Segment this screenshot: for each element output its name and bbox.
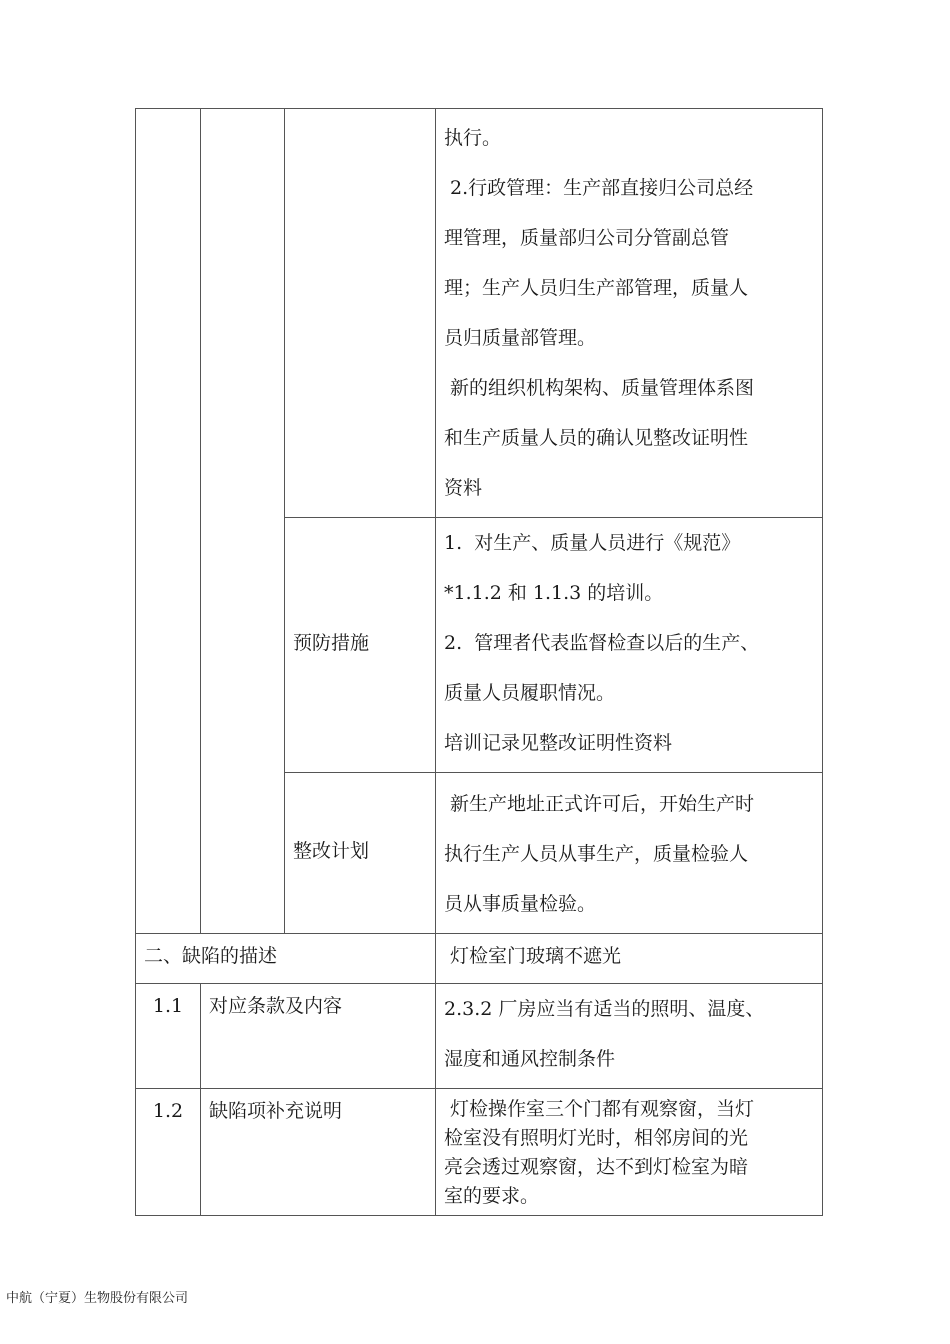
defect-value-cell	[436, 934, 823, 984]
prevention-label-cell	[285, 518, 436, 773]
empty-cell-col1	[136, 109, 201, 934]
plan-text: 新生产地址正式许可后，开始生产时 执行生产人员从事生产，质量检验人 员从事质量检验。	[444, 793, 755, 915]
item-1-2-num: 1.2	[152, 1100, 184, 1122]
defect-label-cell	[136, 934, 436, 984]
table-row	[136, 109, 823, 518]
item-1-1-text: 2.3.2 厂房应当有适当的照明、温度、 湿度和通风控制条件	[444, 998, 765, 1070]
prevention-label: 预防措施	[293, 631, 370, 654]
continued-measures-text: 执行。 2.行政管理：生产部直接归公司总经 理管理，质量部归公司分管副总管 理；生产人员归生产部管理，质量人 员归质量部管理。 新的组织机构架构、质量管理体系图 和生产质量人员的确认见整改证明性 资料	[444, 127, 755, 499]
item-1-2-text: 灯检操作室三个门都有观察窗，当灯 检室没有照明灯光时，相邻房间的光 亮会透过观察窗，达不到灯检室为暗 室的要求。	[444, 1098, 755, 1207]
item-1-2-num-cell	[136, 1089, 201, 1216]
item-1-1-label-cell	[201, 984, 436, 1089]
empty-cell-col3	[285, 109, 436, 518]
item-1-1-num: 1.1	[152, 995, 184, 1017]
item-1-2-content-cell	[436, 1089, 823, 1216]
item-1-1-label: 对应条款及内容	[209, 995, 343, 1017]
prevention-text: 1. 对生产、质量人员进行《规范》 *1.1.2 和 1.1.3 的培训。 2. 管理者代表监督检查以后的生产、 质量人员履职情况。 培训记录见整改证明性资料	[444, 532, 760, 754]
empty-cell-col2	[201, 109, 285, 934]
table-row	[136, 1089, 823, 1216]
item-1-1-content-cell	[436, 984, 823, 1089]
rectification-table	[135, 108, 823, 1216]
item-1-2-label-cell	[201, 1089, 436, 1216]
footer-company-name: 中航（宁夏）生物股份有限公司	[6, 1291, 189, 1306]
plan-label-cell	[285, 773, 436, 934]
item-1-1-num-cell	[136, 984, 201, 1089]
continued-measures-cell	[436, 109, 823, 518]
table-row	[136, 984, 823, 1089]
plan-label: 整改计划	[293, 839, 370, 862]
plan-content-cell	[436, 773, 823, 934]
defect-value: 灯检室门玻璃不遮光	[444, 945, 622, 967]
prevention-content-cell	[436, 518, 823, 773]
table-row	[136, 934, 823, 984]
defect-label: 二、缺陷的描述	[144, 945, 278, 967]
item-1-2-label: 缺陷项补充说明	[209, 1100, 343, 1122]
